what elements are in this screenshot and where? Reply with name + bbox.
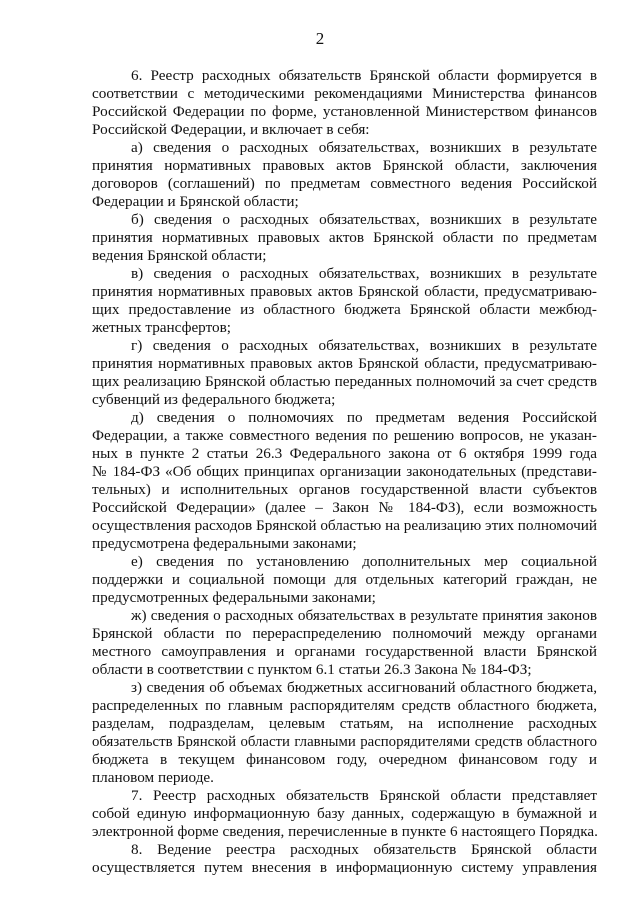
item-e-line: поддержки и социальной помощи для отдельных категорий граждан, не [92, 571, 597, 588]
paragraph-7-line: электронной форме сведения, перечисленные в пункте 6 настоящего Порядка. [92, 823, 598, 840]
item-d-line: предусмотрена федеральными законами; [92, 535, 357, 552]
paragraph-6-line: Российской Федерации, и включает в себя: [92, 121, 370, 138]
item-zh-line: местного самоуправления и органами государственной власти Брянской [92, 643, 597, 660]
item-z-line: з) сведения об объемах бюджетных ассигнований областного бюджета, [131, 679, 597, 696]
item-v-line: жетных трансфертов; [92, 319, 232, 336]
item-zh-line: ж) сведения о расходных обязательствах в результате принятия законов [131, 607, 597, 624]
item-g-line: субвенций из федерального бюджета; [92, 391, 336, 408]
paragraph-7-line: 7. Реестр расходных обязательств Брянской области представляет [131, 787, 597, 804]
item-b-line: ведения Брянской области; [92, 247, 267, 264]
item-e-line: е) сведения по установлению дополнительных мер социальной [131, 553, 597, 570]
item-zh-line: области в соответствии с пунктом 6.1 статьи 26.3 Закона № 184-ФЗ; [92, 661, 532, 678]
item-v-line: в) сведения о расходных обязательствах, возникших в результате [131, 265, 597, 282]
item-g-line: г) сведения о расходных обязательствах, возникших в результате [131, 337, 597, 354]
paragraph-8-line: осуществляется путем внесения в информационную систему управления [92, 859, 597, 876]
paragraph-7-line: собой единую информационную базу данных, содержащую в бумажной и [92, 805, 597, 822]
item-a-line: а) сведения о расходных обязательствах, возникших в результате [131, 139, 597, 156]
item-v-line: принятия нормативных правовых актов Брянской области, предусматриваю- [92, 283, 597, 300]
item-g-line: принятия нормативных правовых актов Брянской области, предусматриваю- [92, 355, 597, 372]
paragraph-6-line: 6. Реестр расходных обязательств Брянской области формируется в [131, 67, 597, 84]
item-d-line: Российской Федерации» (далее – Закон № 184-ФЗ), если возможность [92, 499, 597, 516]
item-z-line: плановом периоде. [92, 769, 214, 786]
item-b-line: принятия нормативных правовых актов Брянской области по предметам [92, 229, 597, 246]
item-e-line: предусмотренных федеральными законами; [92, 589, 376, 606]
item-d-line: осуществления расходов Брянской областью на реализацию этих полномочий [92, 517, 597, 534]
item-z-line: распределенных по главным распорядителям средств областного бюджета, [92, 697, 597, 714]
item-d-line: тельных) и исполнительных органов государственной власти субъектов [92, 481, 597, 498]
item-d-line: Федерации, а также совместного ведения по решению вопросов, не указан- [92, 427, 597, 444]
item-z-line: бюджета в текущем финансовом году, очередном финансовом году и [92, 751, 597, 768]
item-v-line: щих предоставление из областного бюджета Брянской области межбюд- [92, 301, 597, 318]
item-a-line: договоров (соглашений) по предметам совместного ведения Российской [92, 175, 597, 192]
item-zh-line: Брянской области по перераспределению полномочий между органами [92, 625, 597, 642]
item-d-line: № 184-ФЗ «Об общих принципах организации законодательных (представи- [92, 463, 597, 480]
paragraph-6-line: соответствии с методическими рекомендациями Министерства финансов [92, 85, 597, 102]
item-d-line: ных в пункте 2 статьи 26.3 Федерального закона от 6 октября 1999 года [92, 445, 597, 462]
item-a-line: Федерации и Брянской области; [92, 193, 299, 210]
paragraph-6-line: Российской Федерации по форме, установленной Министерством финансов [92, 103, 597, 120]
paragraph-8-line: 8. Ведение реестра расходных обязательств Брянской области [131, 841, 597, 858]
item-b-line: б) сведения о расходных обязательствах, возникших в результате [131, 211, 597, 228]
item-g-line: щих реализацию Брянской областью переданных полномочий за счет средств [92, 373, 597, 390]
item-d-line: д) сведения о полномочиях по предметам ведения Российской [131, 409, 597, 426]
item-z-line: разделам, подразделам, целевым статьям, на исполнение расходных [92, 715, 597, 732]
page-number: 2 [315, 29, 325, 48]
item-a-line: принятия нормативных правовых актов Брянской области, заключения [92, 157, 597, 174]
item-z-line: обязательств Брянской области главными распорядителями средств областного [92, 734, 597, 750]
